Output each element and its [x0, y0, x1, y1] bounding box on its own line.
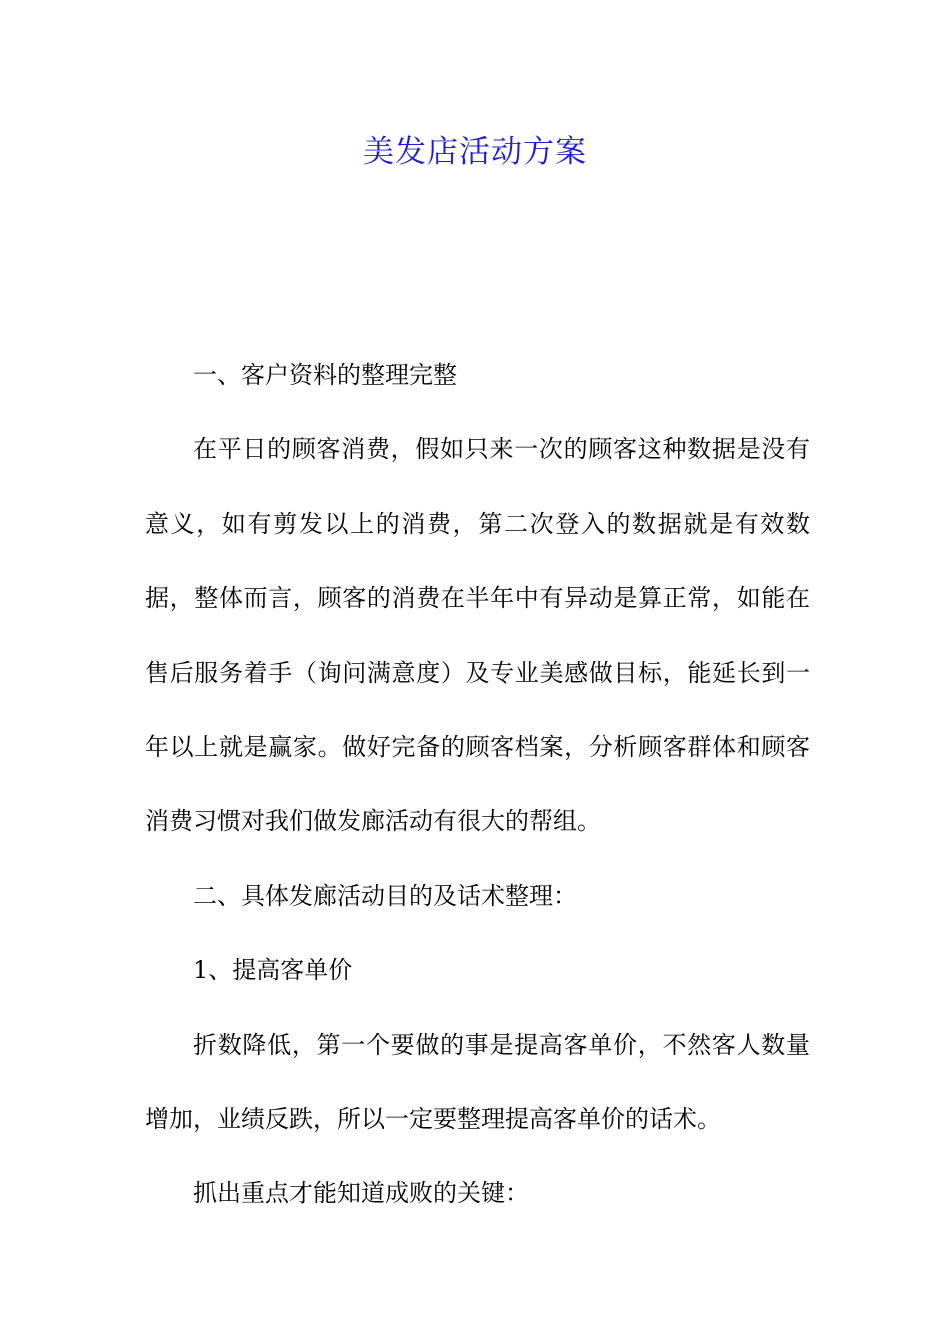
paragraph-key-points: 抓出重点才能知道成败的关键： — [193, 1179, 529, 1208]
paragraph-customer-records: 在平日的顾客消费，假如只来一次的顾客这种数据是没有意义，如有剪发以上的消费，第二次登入的数据就是有效数据，整体而言，顾客的消费在半年中有异动是算正常，如能在售后服务着手（询问满意度）及专业美感做目标，能延长到一年以上就是赢家。做好完备的顾客档案，分析顾客群体和顾客消费习惯对我们做发廊活动有很大的帮组。 — [145, 435, 810, 836]
section-heading-1: 一、客户资料的整理完整 — [193, 361, 457, 389]
subsection-heading-1: 1、提高客单价 — [193, 956, 353, 985]
paragraph-raise-unit-price: 折数降低，第一个要做的事是提高客单价，不然客人数量增加，业绩反跌，所以一定要整理提高客单价的话术。 — [145, 1030, 810, 1134]
section-heading-2: 二、具体发廊活动目的及话术整理： — [193, 881, 577, 910]
page-title: 美发店活动方案 — [363, 134, 587, 170]
document-body — [145, 338, 810, 1231]
